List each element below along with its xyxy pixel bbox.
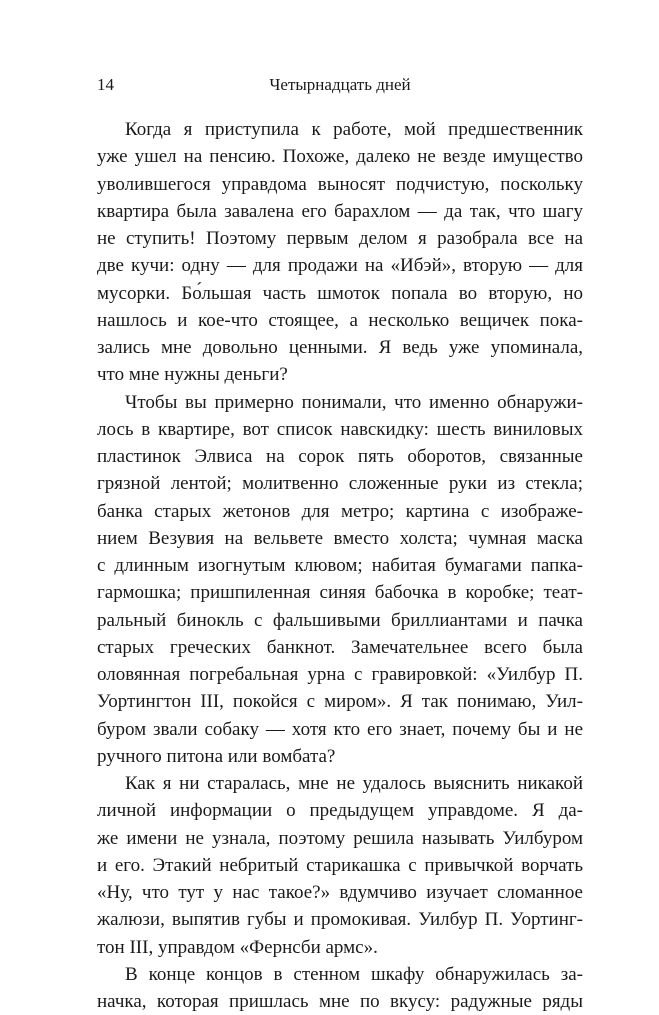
text-line: грязной лентой; молитвенно сложенные руки из стекла; xyxy=(97,473,583,495)
running-head xyxy=(97,72,583,98)
text-line: с длинным изогнутым клювом; набитая бумагами папка- xyxy=(97,555,583,576)
text-line: личной информации о предыдущем управдоме. Я да- xyxy=(97,800,583,822)
paragraph-3 xyxy=(97,770,583,961)
text-line: пластинок Элвиса на сорок пять оборотов, связанные xyxy=(97,446,583,467)
text-line: оловянная погребальная урна с гравировкой: «Уилбур П. xyxy=(97,664,583,685)
paragraph-2 xyxy=(97,389,583,771)
text-line: квартира была завалена его барахлом — да так, что шагу xyxy=(97,200,583,222)
text-line: начка, которая пришлась мне по вкусу: радужные ряды xyxy=(97,991,583,1012)
text-line: уволившегося управдома выносят подчистую, поскольку xyxy=(97,173,583,195)
running-title: Четырнадцать дней xyxy=(269,75,411,94)
text-line: В конце концов в стенном шкафу обнаружилась за- xyxy=(125,963,583,985)
text-line: зались мне довольно ценными. Я ведь уже упоминала, xyxy=(97,337,583,358)
text-line: жалюзи, выпятив губы и промокивая. Уилбур П. Уортинг- xyxy=(97,909,583,931)
text-line: мусорки. Бо́льшая часть шмоток попала во вторую, но xyxy=(97,282,583,304)
text-line: и его. Этакий небритый старикашка с привычкой ворчать xyxy=(97,854,583,876)
text-line: ральный бинокль с фальшивыми бриллиантами и пачка xyxy=(97,609,583,631)
text-line: нашлось и кое-что стоящее, а несколько вещичек пока- xyxy=(97,309,583,331)
text-line: банка старых жетонов для метро; картина с изображе- xyxy=(97,500,583,522)
text-line: лось в квартире, вот список навскидку: шесть виниловых xyxy=(97,418,583,440)
text-line: тон III, управдом «Фернсби армс». xyxy=(97,936,378,958)
text-line: ручного питона или вомбата? xyxy=(97,745,336,767)
text-line: две кучи: одну — для продажи на «Ибэй», вторую — для xyxy=(97,255,583,277)
text-line: что мне нужны деньги? xyxy=(97,364,288,386)
text-line: Как я ни старалась, мне не удалось выяснить никакой xyxy=(125,773,583,794)
text-line: буром звали собаку — хотя кто его знает, почему бы и не xyxy=(97,718,583,740)
text-line: не ступить! Поэтому первым делом я разобрала все на xyxy=(97,228,583,249)
text-line: Когда я приступила к работе, мой предшественник xyxy=(125,119,583,140)
text-line: же имени не узнала, поэтому решила называть Уилбуром xyxy=(97,827,583,849)
text-line: уже ушел на пенсию. Похоже, далеко не везде имущество xyxy=(97,146,583,168)
text-line: «Ну, что тут у нас такое?» вдумчиво изучает сломанное xyxy=(97,882,583,903)
text-line: нием Везувия на вельвете вместо холста; чумная маска xyxy=(97,527,583,549)
text-line: старых греческих банкнот. Замечательнее всего была xyxy=(97,636,583,658)
text-line: Уортингтон III, покойся с миром». Я так понимаю, Уил- xyxy=(97,691,583,713)
page-number: 14 xyxy=(97,75,114,94)
paragraph-4 xyxy=(97,961,583,1015)
body-text xyxy=(97,116,583,1015)
paragraph-1 xyxy=(97,116,583,389)
text-line: Чтобы вы примерно понимали, что именно обнаружи- xyxy=(125,391,583,413)
text-line: гармошка; пришпиленная синяя бабочка в коробке; теат- xyxy=(97,582,583,604)
